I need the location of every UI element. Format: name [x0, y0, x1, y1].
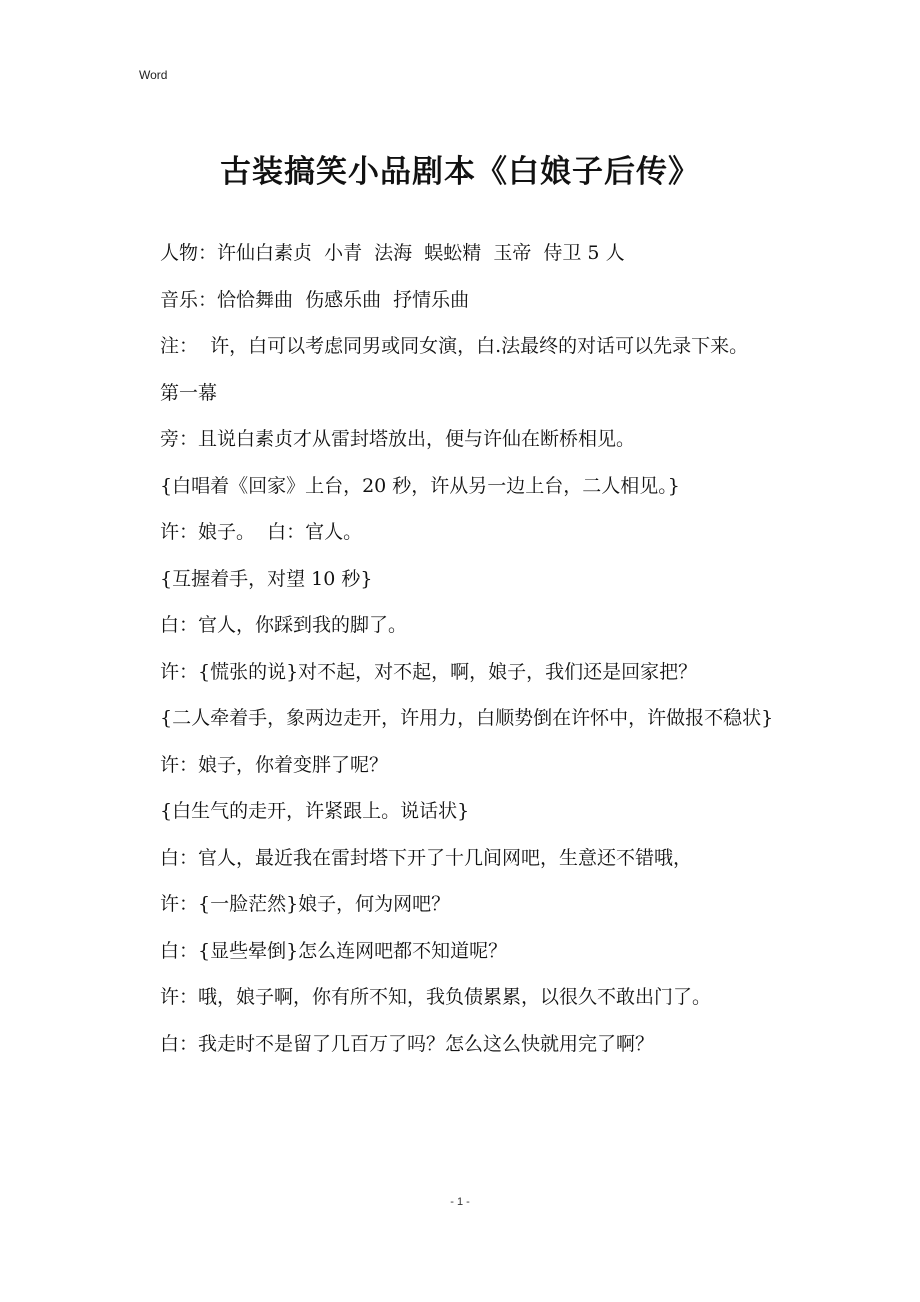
- paragraph-dialogue: 许：娘子，你着变胖了呢？: [160, 753, 389, 776]
- paragraph-dialogue: 白：官人，最近我在雷封塔下开了十几间网吧，生意还不错哦，: [160, 846, 693, 869]
- document-title: 古装搞笑小品剧本《白娘子后传》: [220, 154, 700, 190]
- paragraph-stage-direction: {白唱着《回家》上台，20 秒，许从另一边上台，二人相见。}: [160, 474, 680, 497]
- paragraph-narration: 旁：且说白素贞才从雷封塔放出，便与许仙在断桥相见。: [160, 428, 636, 450]
- document-body: [139, 230, 789, 1067]
- page-number: - 1 -: [450, 1196, 470, 1208]
- paragraph-stage-direction: {二人牵着手，象两边走开，许用力，白顺势倒在许怀中，许做报不稳状}: [160, 707, 774, 729]
- paragraph-dialogue: 白：官人，你踩到我的脚了。: [160, 614, 408, 636]
- paragraph-act-heading: 第一幕: [160, 381, 218, 404]
- paragraph-dialogue: 许：{慌张的说}对不起，对不起，啊，娘子，我们还是回家把？: [160, 660, 698, 683]
- paragraph-dialogue: 白：我走时不是留了几百万了吗？怎么这么快就用完了啊？: [160, 1032, 655, 1055]
- paragraph-dialogue: 白：{显些晕倒}怎么连网吧都不知道呢？: [160, 939, 508, 962]
- paragraph-dialogue: 许：{一脸茫然}娘子，何为网吧？: [160, 893, 451, 915]
- paragraph-dialogue: 许：娘子。 白：官人。: [160, 521, 363, 543]
- paragraph-characters: 人物：许仙白素贞 小青 法海 蜈蚣精 玉帝 侍卫 5 人: [160, 242, 625, 264]
- paragraph-note: 注： 许，白可以考虑同男或同女演，白.法最终的对话可以先录下来。: [160, 335, 749, 357]
- paragraph-music: 音乐：恰恰舞曲 伤感乐曲 抒情乐曲: [160, 288, 470, 311]
- header-label: Word: [139, 68, 168, 82]
- paragraph-stage-direction: {互握着手，对望 10 秒}: [160, 567, 373, 590]
- paragraph-stage-direction: {白生气的走开，许紧跟上。说话状}: [160, 800, 470, 822]
- paragraph-dialogue: 许：哦，娘子啊，你有所不知，我负债累累，以很久不敢出门了。: [160, 986, 712, 1008]
